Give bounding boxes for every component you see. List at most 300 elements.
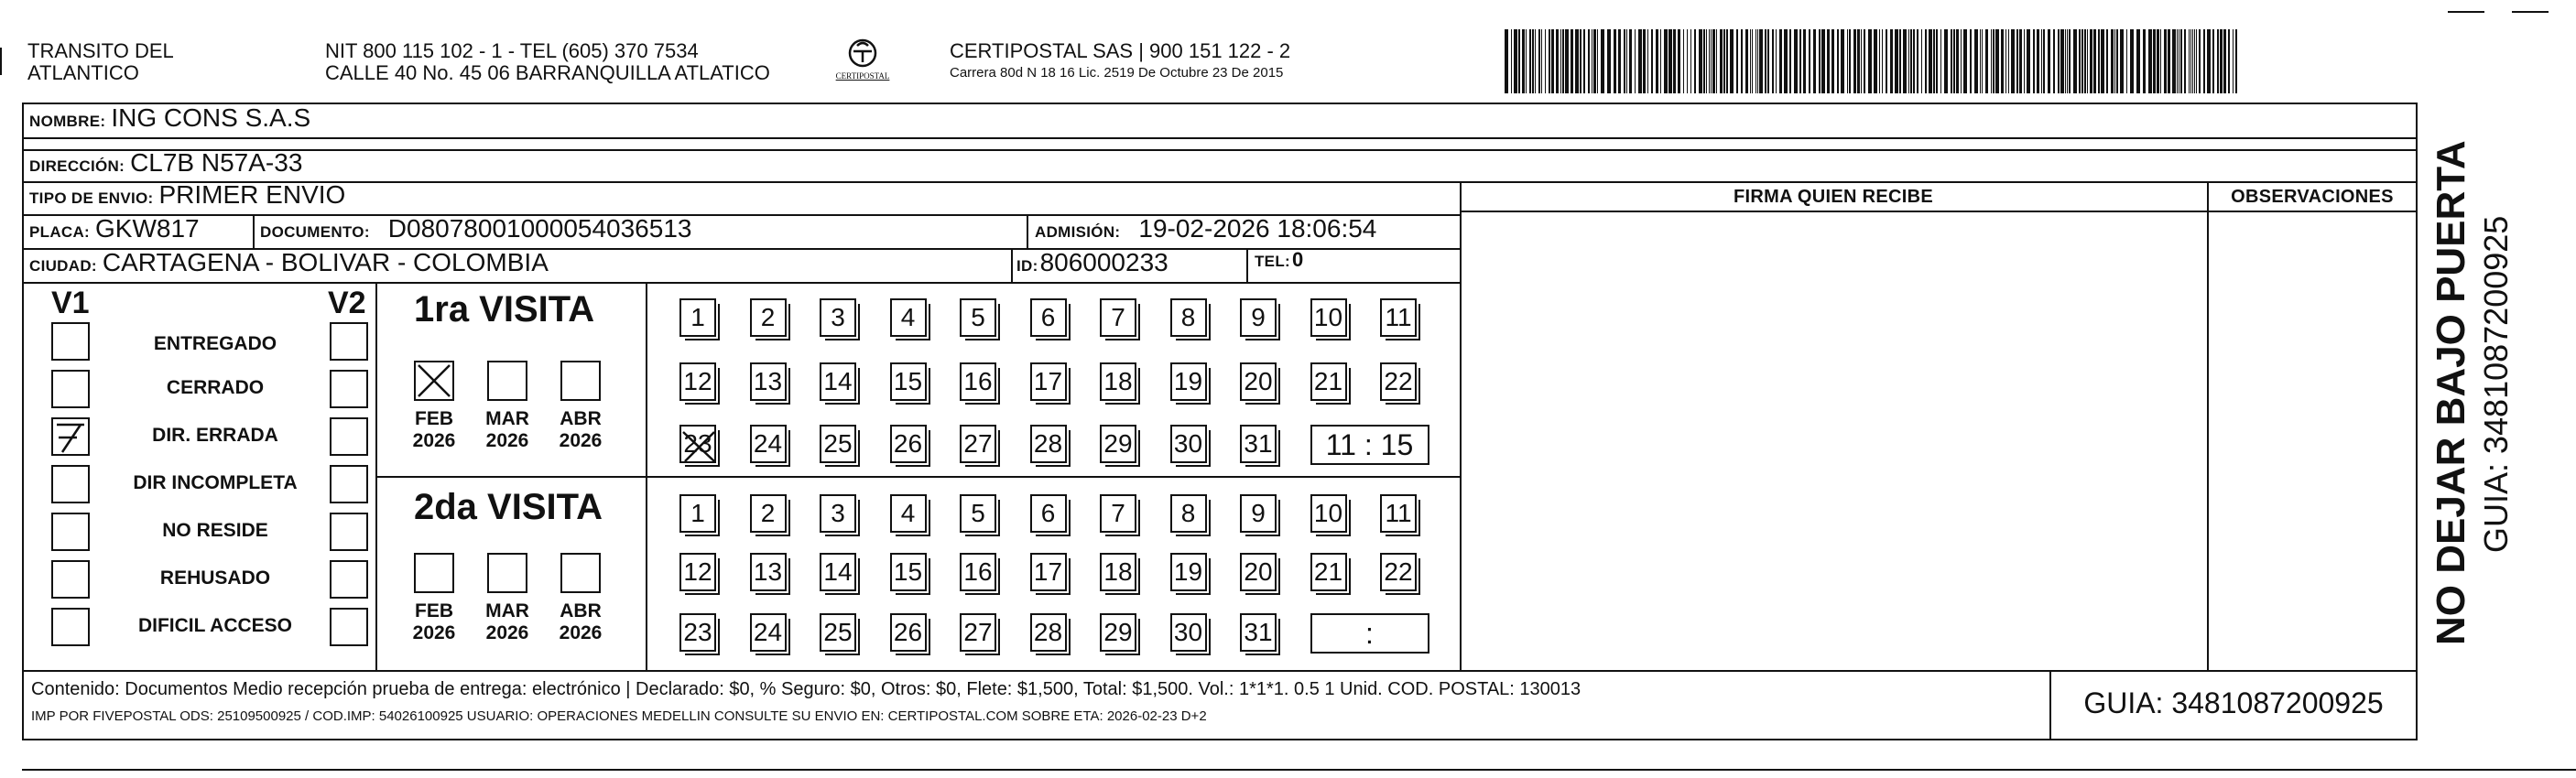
barcode-bar (1890, 29, 1893, 93)
day-cell[interactable]: 22 (1380, 553, 1417, 591)
day-cell[interactable]: 9 (1240, 494, 1277, 533)
footer-guia: GUIA: 3481087200925 (2083, 686, 2384, 719)
status-label: DIR. ERRADA (152, 425, 278, 446)
side-warning-text: NO DEJAR BAJO PUERTA (2429, 140, 2473, 645)
barcode-bar (1879, 29, 1880, 93)
barcode-bar (2069, 29, 2071, 93)
barcode-bar (1974, 29, 1978, 93)
v1-status-checkbox[interactable] (51, 322, 90, 361)
barcode-bar (1929, 29, 1932, 93)
carrier-info (950, 40, 1290, 81)
barcode-bar (1956, 29, 1959, 93)
day-cell[interactable]: 27 (960, 613, 996, 652)
day-cell[interactable]: 5 (960, 298, 996, 337)
barcode-bar (1706, 29, 1707, 93)
barcode-bar (2189, 29, 2190, 93)
barcode-bar (1831, 29, 1834, 93)
barcode-bar (2037, 29, 2039, 93)
day-cell[interactable]: 19 (1170, 362, 1207, 401)
day-cell[interactable]: 6 (1030, 494, 1067, 533)
certipostal-logo (826, 37, 899, 93)
barcode-bar (1799, 29, 1801, 93)
barcode-bar (1712, 29, 1715, 93)
status-label: ENTREGADO (153, 333, 277, 354)
barcode-bar (1745, 29, 1748, 93)
barcode-bar (1857, 29, 1860, 93)
barcode-bar (1541, 29, 1542, 93)
barcode-bar (2180, 29, 2182, 93)
day-cell[interactable]: 28 (1030, 613, 1067, 652)
divider (22, 282, 1462, 284)
barcode-bar (1750, 29, 1751, 93)
barcode-bar (1601, 29, 1604, 93)
barcode-bar (1925, 29, 1927, 93)
barcode-bar (2223, 29, 2226, 93)
barcode-bar (1529, 29, 1531, 93)
day-cell[interactable]: 22 (1380, 362, 1417, 401)
barcode-bar (1647, 29, 1648, 93)
bottom-rule (22, 769, 2576, 771)
month-checkbox[interactable] (487, 361, 527, 401)
barcode-bar (1841, 29, 1844, 93)
barcode-bar (2098, 29, 2100, 93)
day-cell[interactable]: 8 (1170, 298, 1207, 337)
issuer-name-line2: ATLANTICO (27, 61, 139, 84)
month-label (480, 600, 535, 644)
v1-status-checkbox[interactable] (51, 608, 90, 646)
signature-area[interactable] (1463, 214, 2203, 670)
barcode-bar (1575, 29, 1579, 93)
day-cell[interactable]: 3 (820, 298, 856, 337)
day-cell[interactable]: 18 (1100, 362, 1136, 401)
month-name: MAR (485, 600, 529, 621)
nombre-row (29, 103, 310, 133)
day-cell[interactable]: 25 (820, 613, 856, 652)
month-label (480, 408, 535, 452)
barcode-bar (1903, 29, 1907, 93)
day-cell[interactable]: 27 (960, 425, 996, 463)
time-field[interactable]: 11 : 15 (1310, 425, 1429, 465)
imp-line: IMP POR FIVEPOSTAL ODS: 25109500925 / COD.IMP: 54026100925 USUARIO: OPERACIONES MEDELLIN CONSULTE SU ENVIO EN: CERTIPOSTAL.COM SOBRE ETA: 2026-02-23 D+2 (31, 708, 1207, 724)
barcode-bar (2233, 29, 2234, 93)
day-cell[interactable]: 20 (1240, 553, 1277, 591)
day-cell[interactable]: 31 (1240, 613, 1277, 652)
day-cell[interactable]: 26 (890, 613, 927, 652)
barcode-bar (1580, 29, 1581, 93)
tel-label: TEL: (1255, 253, 1290, 270)
divider (253, 214, 255, 248)
v2-status-checkbox[interactable] (330, 322, 368, 361)
barcode-bar (2136, 29, 2140, 93)
barcode-bar (1565, 29, 1569, 93)
day-cell[interactable]: 4 (890, 298, 927, 337)
barcode-bar (2106, 29, 2108, 93)
carrier-line: CERTIPOSTAL SAS | 900 151 122 - 2 (950, 39, 1291, 62)
ciudad-value: CARTAGENA - BOLIVAR - COLOMBIA (102, 248, 549, 276)
barcode-bar (1985, 29, 1988, 93)
barcode-bar (2172, 29, 2176, 93)
time-field[interactable]: : (1310, 613, 1429, 654)
barcode-bar (2033, 29, 2035, 93)
day-cell[interactable]: 23 (679, 425, 716, 463)
barcode-bar (1736, 29, 1738, 93)
day-cell[interactable]: 13 (750, 553, 787, 591)
month-checkbox[interactable] (414, 361, 454, 401)
barcode-bar (1752, 29, 1753, 93)
barcode-bar (1917, 29, 1918, 93)
edge-mark (0, 48, 2, 75)
barcode-bar (1913, 29, 1915, 93)
barcode-bar (1864, 29, 1865, 93)
day-cell[interactable]: 14 (820, 553, 856, 591)
barcode-bar (2041, 29, 2042, 93)
barcode-bar (2048, 29, 2050, 93)
barcode-bar (1868, 29, 1872, 93)
barcode-bar (2143, 29, 2146, 93)
barcode-bar (1551, 29, 1554, 93)
barcode-bar (2192, 29, 2193, 93)
barcode-bar (1861, 29, 1862, 93)
month-year: 2026 (412, 430, 456, 451)
barcode-bar (2168, 29, 2170, 93)
visit1-title: 1ra VISITA (414, 289, 595, 330)
barcode-bar (1593, 29, 1596, 93)
barcode-bar (2120, 29, 2124, 93)
tipo-envio-value: PRIMER ENVIO (158, 180, 346, 209)
month-checkbox[interactable] (414, 553, 454, 593)
barcode-bar (1827, 29, 1830, 93)
barcode-bar (2016, 29, 2018, 93)
day-cell[interactable]: 21 (1310, 553, 1347, 591)
barcode-bar (1556, 29, 1559, 93)
v2-status-checkbox[interactable] (330, 370, 368, 408)
day-cell[interactable]: 12 (679, 553, 716, 591)
barcode-bar (2207, 29, 2211, 93)
direccion-value: CL7B N57A-33 (130, 148, 303, 177)
admision-row (1035, 214, 1376, 243)
v2-status-checkbox[interactable] (330, 608, 368, 646)
v1-status-checkbox[interactable] (51, 370, 90, 408)
direccion-row (29, 148, 302, 178)
barcode-bar (1886, 29, 1887, 93)
nombre-value: ING CONS S.A.S (111, 103, 311, 132)
day-cell[interactable]: 7 (1100, 494, 1136, 533)
barcode-bar (2024, 29, 2025, 93)
tipo-envio-label: TIPO DE ENVIO: (29, 189, 154, 207)
day-cell[interactable]: 21 (1310, 362, 1347, 401)
day-cell[interactable]: 24 (750, 613, 787, 652)
barcode-bar (2199, 29, 2201, 93)
barcode-bar (2196, 29, 2197, 93)
issuer-name (27, 40, 174, 84)
day-cell[interactable]: 30 (1170, 425, 1207, 463)
day-cell[interactable]: 2 (750, 298, 787, 337)
month-checkbox[interactable] (560, 553, 601, 593)
divider (1460, 211, 2418, 212)
barcode-bar (2235, 29, 2237, 93)
barcode-bar (1789, 29, 1791, 93)
carrier-license: Carrera 80d N 18 16 Lic. 2519 De Octubre 23 De 2015 (950, 65, 1284, 81)
barcode-bar (2126, 29, 2127, 93)
barcode-bar (1535, 29, 1536, 93)
barcode-bar (1779, 29, 1782, 93)
v2-status-checkbox[interactable] (330, 465, 368, 503)
barcode-bar (1910, 29, 1912, 93)
month-year: 2026 (559, 430, 603, 451)
status-label: REHUSADO (159, 567, 271, 589)
day-cell[interactable]: 29 (1100, 613, 1136, 652)
barcode-bar (1772, 29, 1774, 93)
month-name: FEB (415, 408, 453, 429)
month-label (553, 408, 608, 452)
barcode-bar (1908, 29, 1909, 93)
barcode-bar (1687, 29, 1688, 93)
ciudad-row (29, 248, 549, 277)
day-cell[interactable]: 28 (1030, 425, 1067, 463)
barcode-bar (1694, 29, 1696, 93)
barcode-bar (1849, 29, 1851, 93)
barcode-bar (2060, 29, 2064, 93)
barcode-bar (1532, 29, 1534, 93)
barcode-bar (1562, 29, 1564, 93)
issuer-nit: NIT 800 115 102 - 1 - TEL (605) 370 7534 (325, 39, 699, 62)
barcode-bar (2027, 29, 2030, 93)
day-cell[interactable]: 12 (679, 362, 716, 401)
barcode-bar (1618, 29, 1621, 93)
v2-status-checkbox[interactable] (330, 560, 368, 599)
barcode-bar (1635, 29, 1636, 93)
id-row (1016, 248, 1168, 277)
observations-header: OBSERVACIONES (2231, 187, 2394, 207)
id-value: 806000233 (1039, 248, 1168, 276)
observations-area[interactable] (2211, 214, 2414, 670)
barcode-bar (1982, 29, 1983, 93)
day-cell[interactable]: 11 (1380, 494, 1417, 533)
day-cell[interactable]: 9 (1240, 298, 1277, 337)
barcode-bar (1651, 29, 1653, 93)
month-label (407, 600, 462, 644)
barcode-bar (1699, 29, 1702, 93)
barcode-bar (2114, 29, 2115, 93)
month-label (553, 600, 608, 644)
barcode-bar (1759, 29, 1763, 93)
day-cell[interactable]: 18 (1100, 553, 1136, 591)
placa-label: PLACA: (29, 223, 91, 241)
barcode-bar (1813, 29, 1816, 93)
issuer-name-line1: TRANSITO DEL (27, 39, 174, 62)
barcode-bar (1709, 29, 1710, 93)
day-cell[interactable]: 10 (1310, 494, 1347, 533)
month-year: 2026 (412, 622, 456, 643)
documento-label: DOCUMENTO: (260, 223, 370, 241)
barcode-bar (2090, 29, 2092, 93)
barcode-bar (1588, 29, 1590, 93)
barcode-bar (1720, 29, 1723, 93)
visit2-title: 2da VISITA (414, 487, 603, 527)
day-cell[interactable]: 6 (1030, 298, 1067, 337)
barcode-bar (1837, 29, 1839, 93)
barcode-bar (2079, 29, 2081, 93)
barcode-bar (1953, 29, 1955, 93)
barcode-bar (2116, 29, 2118, 93)
barcode-bar (1819, 29, 1821, 93)
barcode-bar (1853, 29, 1856, 93)
day-cell[interactable]: 19 (1170, 553, 1207, 591)
barcode-bar (1514, 29, 1517, 93)
v1-status-checkbox[interactable] (51, 513, 90, 551)
handwritten-mark-icon (53, 419, 88, 454)
issuer-address: CALLE 40 No. 45 06 BARRANQUILLA ATLATICO (325, 61, 770, 84)
barcode (1505, 29, 2240, 93)
barcode-bar (2081, 29, 2083, 93)
day-cell[interactable]: 26 (890, 425, 927, 463)
day-cell[interactable]: 10 (1310, 298, 1347, 337)
barcode-bar (2073, 29, 2077, 93)
day-cell[interactable]: 1 (679, 494, 716, 533)
barcode-bar (2160, 29, 2161, 93)
barcode-bar (1656, 29, 1658, 93)
barcode-bar (2194, 29, 2195, 93)
barcode-bar (2065, 29, 2066, 93)
v2-status-checkbox[interactable] (330, 417, 368, 456)
documento-value: D08078001000054036513 (387, 214, 692, 243)
side-guia-text: GUIA: 3481087200925 (2477, 215, 2515, 553)
barcode-bar (2053, 29, 2055, 93)
day-cell[interactable]: 14 (820, 362, 856, 401)
barcode-bar (1703, 29, 1705, 93)
contents-line: Contenido: Documentos Medio recepción prueba de entrega: electrónico | Declarado: $0, % Seguro: $0, Otros: $0, Flete: $1,500, Total: $1,500. Vol.: 1*1*1. 0.5 1 Unid. COD. POSTAL: 130013 (31, 679, 1581, 699)
day-cell[interactable]: 17 (1030, 553, 1067, 591)
barcode-bar (1767, 29, 1769, 93)
barcode-bar (1545, 29, 1546, 93)
ciudad-label: CIUDAD: (29, 257, 97, 275)
day-cell[interactable]: 23 (679, 613, 716, 652)
day-cell[interactable]: 15 (890, 362, 927, 401)
barcode-bar (1895, 29, 1898, 93)
barcode-bar (2093, 29, 2096, 93)
day-cell[interactable]: 29 (1100, 425, 1136, 463)
barcode-bar (1991, 29, 1992, 93)
day-cell[interactable]: 3 (820, 494, 856, 533)
month-checkbox[interactable] (487, 553, 527, 593)
barcode-bar (2005, 29, 2006, 93)
day-cell[interactable]: 30 (1170, 613, 1207, 652)
barcode-bar (1821, 29, 1825, 93)
barcode-bar (1809, 29, 1810, 93)
barcode-bar (1664, 29, 1668, 93)
barcode-bar (2203, 29, 2205, 93)
status-label: DIR INCOMPLETA (133, 472, 298, 493)
day-cell[interactable]: 25 (820, 425, 856, 463)
barcode-bar (2043, 29, 2045, 93)
barcode-bar (2184, 29, 2186, 93)
barcode-bar (1716, 29, 1717, 93)
divider (22, 149, 2418, 151)
day-cell[interactable]: 20 (1240, 362, 1277, 401)
issuer-contact (325, 40, 770, 84)
day-cell[interactable]: 15 (890, 553, 927, 591)
corner-mark (2448, 11, 2484, 13)
day-cell[interactable]: 5 (960, 494, 996, 533)
barcode-bar (2019, 29, 2022, 93)
status-label: CERRADO (166, 377, 265, 398)
barcode-bar (1784, 29, 1788, 93)
barcode-bar (1643, 29, 1646, 93)
barcode-bar (2157, 29, 2159, 93)
day-cell[interactable]: 16 (960, 553, 996, 591)
day-cell[interactable]: 7 (1100, 298, 1136, 337)
day-cell[interactable]: 4 (890, 494, 927, 533)
tel-row (1255, 248, 1304, 272)
divider (1011, 248, 1013, 282)
day-cell[interactable]: 24 (750, 425, 787, 463)
barcode-bar (2084, 29, 2086, 93)
barcode-bar (2130, 29, 2134, 93)
barcode-bar (1597, 29, 1598, 93)
barcode-bar (1571, 29, 1573, 93)
v2-status-checkbox[interactable] (330, 513, 368, 551)
month-label (407, 408, 462, 452)
barcode-bar (1933, 29, 1935, 93)
barcode-bar (1995, 29, 1999, 93)
day-cell[interactable]: 2 (750, 494, 787, 533)
barcode-bar (1638, 29, 1642, 93)
day-cell[interactable]: 31 (1240, 425, 1277, 463)
day-cell[interactable]: 11 (1380, 298, 1417, 337)
v1-status-checkbox[interactable] (51, 417, 90, 456)
day-cell[interactable]: 1 (679, 298, 716, 337)
barcode-bar (1726, 29, 1728, 93)
nombre-label: NOMBRE: (29, 113, 106, 130)
barcode-bar (2058, 29, 2060, 93)
barcode-bar (2148, 29, 2152, 93)
barcode-bar (2001, 29, 2004, 93)
barcode-bar (1673, 29, 1676, 93)
day-cell[interactable]: 16 (960, 362, 996, 401)
tipo-envio-row (29, 180, 345, 210)
barcode-bar (2011, 29, 2015, 93)
day-cell[interactable]: 8 (1170, 494, 1207, 533)
barcode-bar (1683, 29, 1684, 93)
barcode-bar (1741, 29, 1743, 93)
barcode-bar (1921, 29, 1922, 93)
day-cell[interactable]: 13 (750, 362, 787, 401)
barcode-bar (1678, 29, 1680, 93)
v1-status-checkbox[interactable] (51, 560, 90, 599)
barcode-bar (2008, 29, 2009, 93)
barcode-bar (1518, 29, 1520, 93)
v2-label: V2 (328, 286, 366, 320)
barcode-bar (1882, 29, 1883, 93)
month-year: 2026 (559, 622, 603, 643)
month-checkbox[interactable] (560, 361, 601, 401)
barcode-bar (1765, 29, 1766, 93)
admision-value: 19-02-2026 18:06:54 (1138, 214, 1377, 243)
barcode-bar (1583, 29, 1585, 93)
barcode-bar (1626, 29, 1627, 93)
barcode-bar (2177, 29, 2178, 93)
barcode-bar (1538, 29, 1540, 93)
barcode-bar (1757, 29, 1758, 93)
v1-status-checkbox[interactable] (51, 465, 90, 503)
status-label: DIFICIL ACCESO (137, 615, 292, 636)
barcode-bar (1794, 29, 1798, 93)
barcode-bar (1936, 29, 1938, 93)
day-cell[interactable]: 17 (1030, 362, 1067, 401)
divider (375, 476, 1460, 478)
divider (22, 137, 2418, 139)
barcode-bar (2087, 29, 2088, 93)
